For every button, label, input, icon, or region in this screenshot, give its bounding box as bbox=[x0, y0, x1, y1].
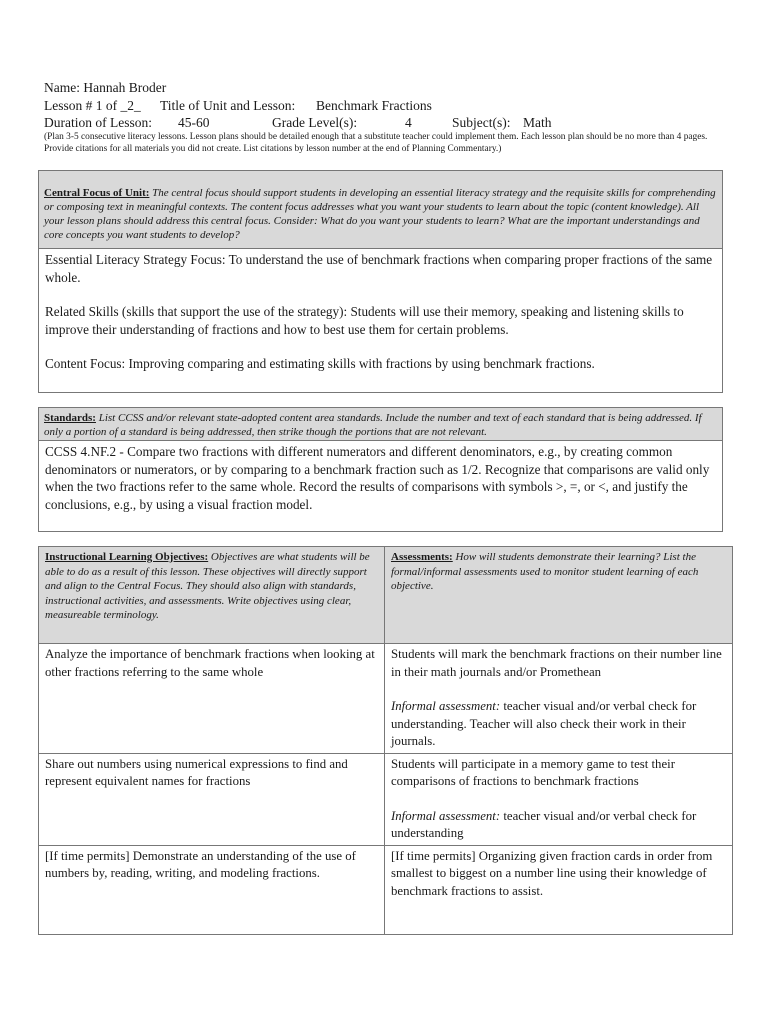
assessment-text: Students will mark the benchmark fractions on their number line in their math journals and/or Promethean bbox=[391, 647, 722, 679]
assessments-header bbox=[385, 547, 733, 644]
related-skills: Related Skills (skills that support the use of the strategy): Students will use their memory, speaking and listening skills to improve their understanding of fractions and how to best use them for certain problems. bbox=[45, 304, 684, 337]
assessment-cell bbox=[385, 644, 733, 754]
standards-body bbox=[38, 440, 723, 532]
objective-cell bbox=[39, 845, 385, 934]
central-focus-prompt: The central focus should support students in developing an essential literacy strategy and the requisite skills for comprehending or composing text in meaningful contexts. The content focus addresses what you want your students to learn about the topic (content knowledge). All your lesson plans should address this central focus. Consider: What do you want your students to learn? What are the important understandings and core concepts you want students to develop? bbox=[44, 187, 716, 241]
grade-label: Grade Level(s): bbox=[272, 115, 358, 130]
standard-text: CCSS 4.NF.2 - Compare two fractions with different numerators and different denominators, e.g., by creating common denominators or numerators, or by comparing to a benchmark fraction such as 1/2. Recognize that comparisons are valid only when the two fractions refer to the same whole. Record the results of comparisons with symbols >, =, or <, and justify the conclusions, e.g., by using a visual fraction model. bbox=[45, 444, 710, 512]
objectives-prompt: Objectives are what students will be able to do as a result of this lesson. These objectives will directly support and align to the Central Focus. They should also align with standards, instructional activities, and assessments. Write objectives using clear, measureable terminology. bbox=[45, 551, 370, 621]
assessment-text: [If time permits] Organizing given fraction cards in order from smallest to biggest on a number line using their knowledge of benchmark fractions to assist. bbox=[391, 848, 713, 898]
assessment-text: Students will participate in a memory game to test their comparisons of fractions to benchmark fractions bbox=[391, 756, 675, 788]
duration-value: 45-60 bbox=[178, 115, 210, 130]
subject-label: Subject(s): bbox=[452, 115, 511, 130]
title-value: Benchmark Fractions bbox=[316, 98, 432, 113]
objective-cell bbox=[39, 753, 385, 845]
assessments-label: Assessments: bbox=[391, 551, 453, 563]
assessment-cell bbox=[385, 845, 733, 934]
lesson-number: Lesson # 1 of _2_ bbox=[44, 98, 141, 113]
objectives-label: Instructional Learning Objectives: bbox=[45, 551, 209, 563]
table-header-row bbox=[39, 547, 733, 644]
objective-text: Analyze the importance of benchmark fractions when looking at other fractions referring to the same whole bbox=[45, 647, 375, 679]
table-row bbox=[39, 644, 733, 754]
planning-note: (Plan 3-5 consecutive literacy lessons. Lesson plans should be detailed enough that a substitute teacher could implement them. Each lesson plan should be no more than 4 pages. Provide citations for all materials you did not create. List citations by lesson number at the end of Planning Commentary.) bbox=[44, 132, 708, 154]
objective-text: Share out numbers using numerical expressions to find and represent equivalent names for fractions bbox=[45, 756, 348, 788]
subject-value: Math bbox=[523, 115, 552, 130]
name-line: Name: Hannah Broder bbox=[44, 80, 167, 95]
table-row bbox=[39, 753, 733, 845]
assessments-prompt: How will students demonstrate their learning? List the formal/informal assessments used to monitor student learning of each objective. bbox=[391, 551, 699, 592]
assessment-cell bbox=[385, 753, 733, 845]
duration-label: Duration of Lesson: bbox=[44, 115, 152, 130]
objective-text: [If time permits] Demonstrate an understanding of the use of numbers by, reading, writing, and modeling fractions. bbox=[45, 848, 356, 880]
standards-label: Standards: bbox=[44, 412, 96, 424]
literacy-strategy-focus: Essential Literacy Strategy Focus: To understand the use of benchmark fractions when comparing proper fractions of the same whole. bbox=[45, 252, 713, 285]
standards-header bbox=[38, 407, 723, 441]
standards-prompt: List CCSS and/or relevant state-adopted content area standards. Include the number and text of each standard that is being addressed. If only a portion of a standard is being addressed, then strike though the portions that are not relevant. bbox=[44, 412, 702, 438]
objectives-assessments-table bbox=[38, 546, 733, 935]
central-focus-label: Central Focus of Unit: bbox=[44, 187, 150, 199]
informal-assessment-text: teacher visual and/or verbal check for understanding bbox=[391, 808, 697, 840]
table-row bbox=[39, 845, 733, 934]
central-focus-body bbox=[38, 248, 723, 393]
objective-cell bbox=[39, 644, 385, 754]
objectives-header bbox=[39, 547, 385, 644]
informal-assessment-label: Informal assessment: bbox=[391, 699, 501, 713]
informal-assessment-label: Informal assessment: bbox=[391, 808, 501, 823]
content-focus: Content Focus: Improving comparing and estimating skills with fractions by using benchmark fractions. bbox=[45, 356, 595, 371]
informal-assessment-text: teacher visual and/or verbal check for understanding. Teacher will also check their work in their journals. bbox=[391, 699, 697, 748]
title-label: Title of Unit and Lesson: bbox=[160, 98, 296, 113]
central-focus-header bbox=[38, 170, 723, 249]
grade-value: 4 bbox=[405, 115, 412, 130]
